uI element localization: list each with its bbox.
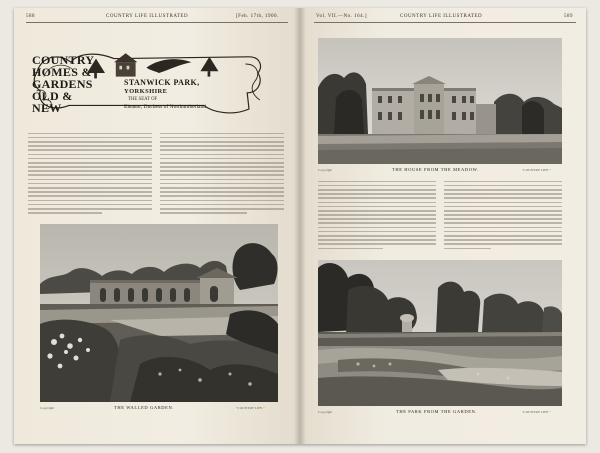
series-title-line: OLD & NEW xyxy=(32,89,73,115)
walled-garden-left-credit: Copyright xyxy=(40,406,55,410)
series-title-line: GARDENS xyxy=(32,77,93,91)
left-page xyxy=(14,8,300,444)
meadow-credit: "COUNTRY LIFE." xyxy=(522,168,551,172)
article-column-2 xyxy=(160,130,284,222)
meadow-caption: THE HOUSE FROM THE MEADOW. xyxy=(392,167,479,172)
park-caption: THE PARK FROM THE GARDEN. xyxy=(396,409,478,414)
owner-name: Eleanor, Duchess of Northumberland. xyxy=(124,104,208,110)
walled-garden-credit: "COUNTRY LIFE." xyxy=(236,406,265,410)
park-left-credit: Copyright xyxy=(318,410,333,414)
meadow-left-credit: Copyright xyxy=(318,168,333,172)
left-running-title: COUNTRY LIFE ILLUSTRATED xyxy=(106,14,189,19)
magazine-spread xyxy=(14,8,586,444)
house-from-meadow-photo xyxy=(318,38,562,164)
article-column-4 xyxy=(444,178,562,256)
left-header-rule xyxy=(26,22,288,23)
left-page-number: 588 xyxy=(26,14,35,19)
series-title xyxy=(32,54,102,114)
walled-garden-photo xyxy=(40,224,278,402)
right-page xyxy=(300,8,586,444)
series-title-line: HOMES & xyxy=(32,65,92,79)
walled-garden-caption: THE WALLED GARDEN. xyxy=(114,405,175,410)
park-from-garden-photo xyxy=(318,260,562,406)
right-running-title: COUNTRY LIFE ILLUSTRATED xyxy=(400,14,483,19)
seat-label: THE SEAT OF xyxy=(128,97,158,102)
right-page-number: 589 xyxy=(564,14,573,19)
park-credit: "COUNTRY LIFE." xyxy=(522,410,551,414)
county-name: YORKSHIRE xyxy=(124,88,168,95)
article-column-1 xyxy=(28,130,152,222)
spread-gutter xyxy=(294,8,306,444)
article-column-3 xyxy=(318,178,436,256)
right-date: Vol. VII.—No. 164.] xyxy=(316,14,367,19)
place-name: STANWICK PARK, xyxy=(124,78,200,87)
series-title-line: COUNTRY xyxy=(32,53,95,67)
left-date: [Feb. 17th, 1900. xyxy=(236,14,279,19)
right-header-rule xyxy=(314,22,576,23)
